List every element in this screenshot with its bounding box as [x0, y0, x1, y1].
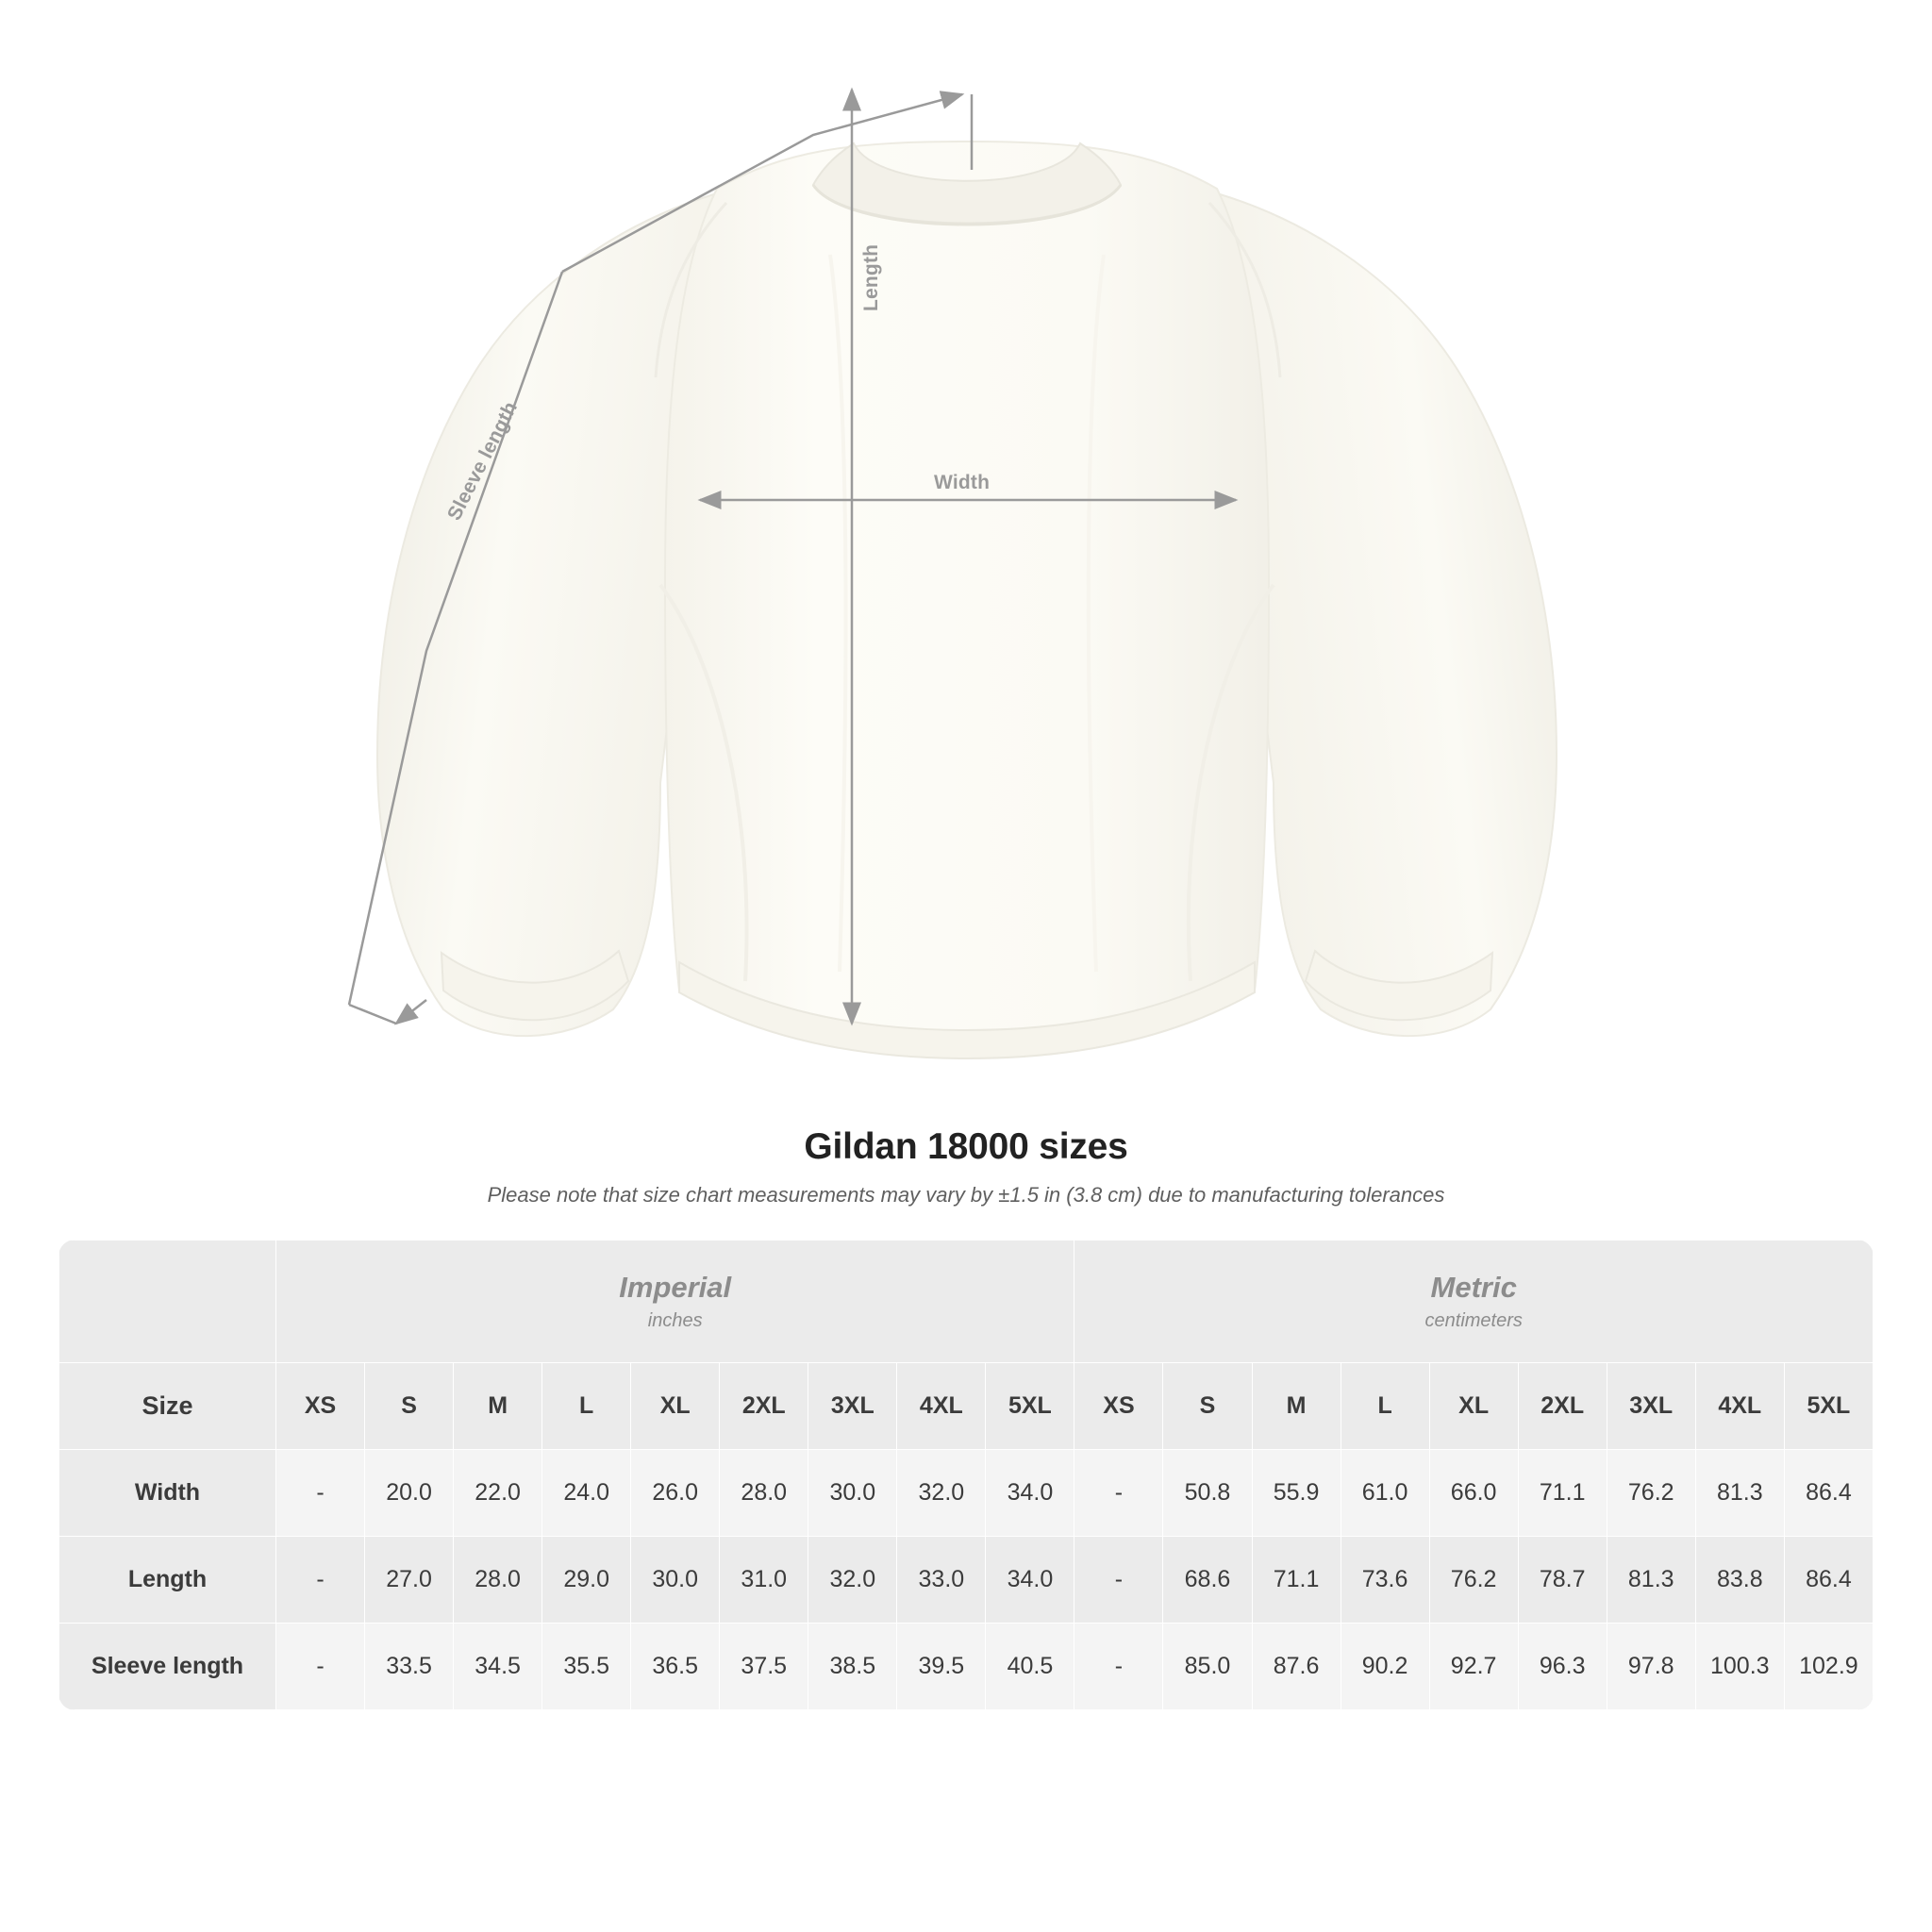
measurement-cell: -	[276, 1537, 365, 1624]
size-column-header: Size	[59, 1363, 276, 1450]
measurement-cell: 66.0	[1429, 1450, 1518, 1537]
table-row	[59, 1537, 1874, 1624]
unit-name: Metric	[1430, 1271, 1517, 1304]
measurement-cell: 22.0	[454, 1450, 542, 1537]
title-block	[0, 1126, 1932, 1208]
measurement-cell: 83.8	[1695, 1537, 1784, 1624]
unit-header-metric	[1074, 1241, 1874, 1363]
unit-subtitle: centimeters	[1424, 1310, 1523, 1331]
measurement-cell: 81.3	[1607, 1537, 1695, 1624]
unit-header-spacer	[59, 1241, 276, 1363]
measurement-cell: 76.2	[1429, 1537, 1518, 1624]
size-header-cell: 5XL	[1784, 1363, 1873, 1450]
size-header-cell: L	[1341, 1363, 1429, 1450]
size-header-cell: 3XL	[808, 1363, 897, 1450]
measurement-cell: 34.5	[454, 1624, 542, 1710]
measurement-cell: 87.6	[1252, 1624, 1341, 1710]
measurement-cell: 97.8	[1607, 1624, 1695, 1710]
measurement-cell: 90.2	[1341, 1624, 1429, 1710]
measurement-cell: 40.5	[986, 1624, 1074, 1710]
measurement-cell: 32.0	[808, 1537, 897, 1624]
measurement-cell: 26.0	[631, 1450, 720, 1537]
measurement-cell: 36.5	[631, 1624, 720, 1710]
measurement-cell: 28.0	[454, 1537, 542, 1624]
width-label: Width	[934, 472, 991, 493]
measurement-cell: 28.0	[720, 1450, 808, 1537]
measurement-cell: 50.8	[1163, 1450, 1252, 1537]
measurement-cell: 71.1	[1252, 1537, 1341, 1624]
measurement-cell: 86.4	[1784, 1450, 1873, 1537]
measurement-cell: 32.0	[897, 1450, 986, 1537]
size-header-cell: XS	[276, 1363, 365, 1450]
measurement-cell: -	[1074, 1624, 1163, 1710]
measurement-cell: -	[276, 1624, 365, 1710]
size-header-cell: XS	[1074, 1363, 1163, 1450]
size-header-cell: L	[542, 1363, 631, 1450]
measurement-cell: 27.0	[365, 1537, 454, 1624]
row-label-length: Length	[59, 1537, 276, 1624]
size-header-cell: 5XL	[986, 1363, 1074, 1450]
unit-header-row	[59, 1241, 1874, 1363]
size-header-cell: S	[1163, 1363, 1252, 1450]
table-row	[59, 1450, 1874, 1537]
sleeve-length-label: Sleeve length	[443, 398, 523, 525]
measurement-cell: 76.2	[1607, 1450, 1695, 1537]
measurement-cell: 39.5	[897, 1624, 986, 1710]
row-label-sleeve-length: Sleeve length	[59, 1624, 276, 1710]
measurement-cell: 33.0	[897, 1537, 986, 1624]
measurement-cell: 35.5	[542, 1624, 631, 1710]
size-header-cell: 2XL	[720, 1363, 808, 1450]
size-header-cell: 4XL	[1695, 1363, 1784, 1450]
size-header-cell: M	[1252, 1363, 1341, 1450]
measurement-cell: -	[1074, 1537, 1163, 1624]
measurement-cell: 61.0	[1341, 1450, 1429, 1537]
unit-header-imperial	[276, 1241, 1074, 1363]
table-row	[59, 1624, 1874, 1710]
measurement-cell: 31.0	[720, 1537, 808, 1624]
size-header-row	[59, 1363, 1874, 1450]
measurement-cell: 102.9	[1784, 1624, 1873, 1710]
size-header-cell: XL	[1429, 1363, 1518, 1450]
size-table-wrapper	[58, 1240, 1874, 1710]
row-label-width: Width	[59, 1450, 276, 1537]
measurement-cell: 34.0	[986, 1450, 1074, 1537]
measurement-cell: 86.4	[1784, 1537, 1873, 1624]
measurement-cell: 100.3	[1695, 1624, 1784, 1710]
measurement-cell: 81.3	[1695, 1450, 1784, 1537]
page-title: Gildan 18000 sizes	[804, 1126, 1128, 1167]
size-header-cell: S	[365, 1363, 454, 1450]
length-label: Length	[860, 243, 882, 311]
measurement-cell: 33.5	[365, 1624, 454, 1710]
measurement-cell: -	[1074, 1450, 1163, 1537]
measurement-cell: 71.1	[1518, 1450, 1607, 1537]
measurement-cell: 29.0	[542, 1537, 631, 1624]
size-header-cell: XL	[631, 1363, 720, 1450]
measurement-cell: 78.7	[1518, 1537, 1607, 1624]
size-header-cell: 3XL	[1607, 1363, 1695, 1450]
measurement-cell: 96.3	[1518, 1624, 1607, 1710]
measurement-cell: 55.9	[1252, 1450, 1341, 1537]
size-table	[58, 1240, 1874, 1710]
measurement-cell: 92.7	[1429, 1624, 1518, 1710]
tolerance-note: Please note that size chart measurements may vary by ±1.5 in (3.8 cm) due to manufacturing tolerances	[487, 1183, 1445, 1207]
size-header-cell: 2XL	[1518, 1363, 1607, 1450]
unit-subtitle: inches	[647, 1310, 703, 1331]
size-header-cell: M	[454, 1363, 542, 1450]
measurement-cell: 73.6	[1341, 1537, 1429, 1624]
measurement-cell: 38.5	[808, 1624, 897, 1710]
measurement-cell: 85.0	[1163, 1624, 1252, 1710]
size-header-cell: 4XL	[897, 1363, 986, 1450]
measurement-cell: 30.0	[631, 1537, 720, 1624]
measurement-cell: 68.6	[1163, 1537, 1252, 1624]
measurement-cell: 30.0	[808, 1450, 897, 1537]
measurement-cell: 37.5	[720, 1624, 808, 1710]
measurement-cell: -	[276, 1450, 365, 1537]
measurement-cell: 24.0	[542, 1450, 631, 1537]
measurement-cell: 20.0	[365, 1450, 454, 1537]
unit-name: Imperial	[619, 1271, 732, 1304]
measurement-cell: 34.0	[986, 1537, 1074, 1624]
